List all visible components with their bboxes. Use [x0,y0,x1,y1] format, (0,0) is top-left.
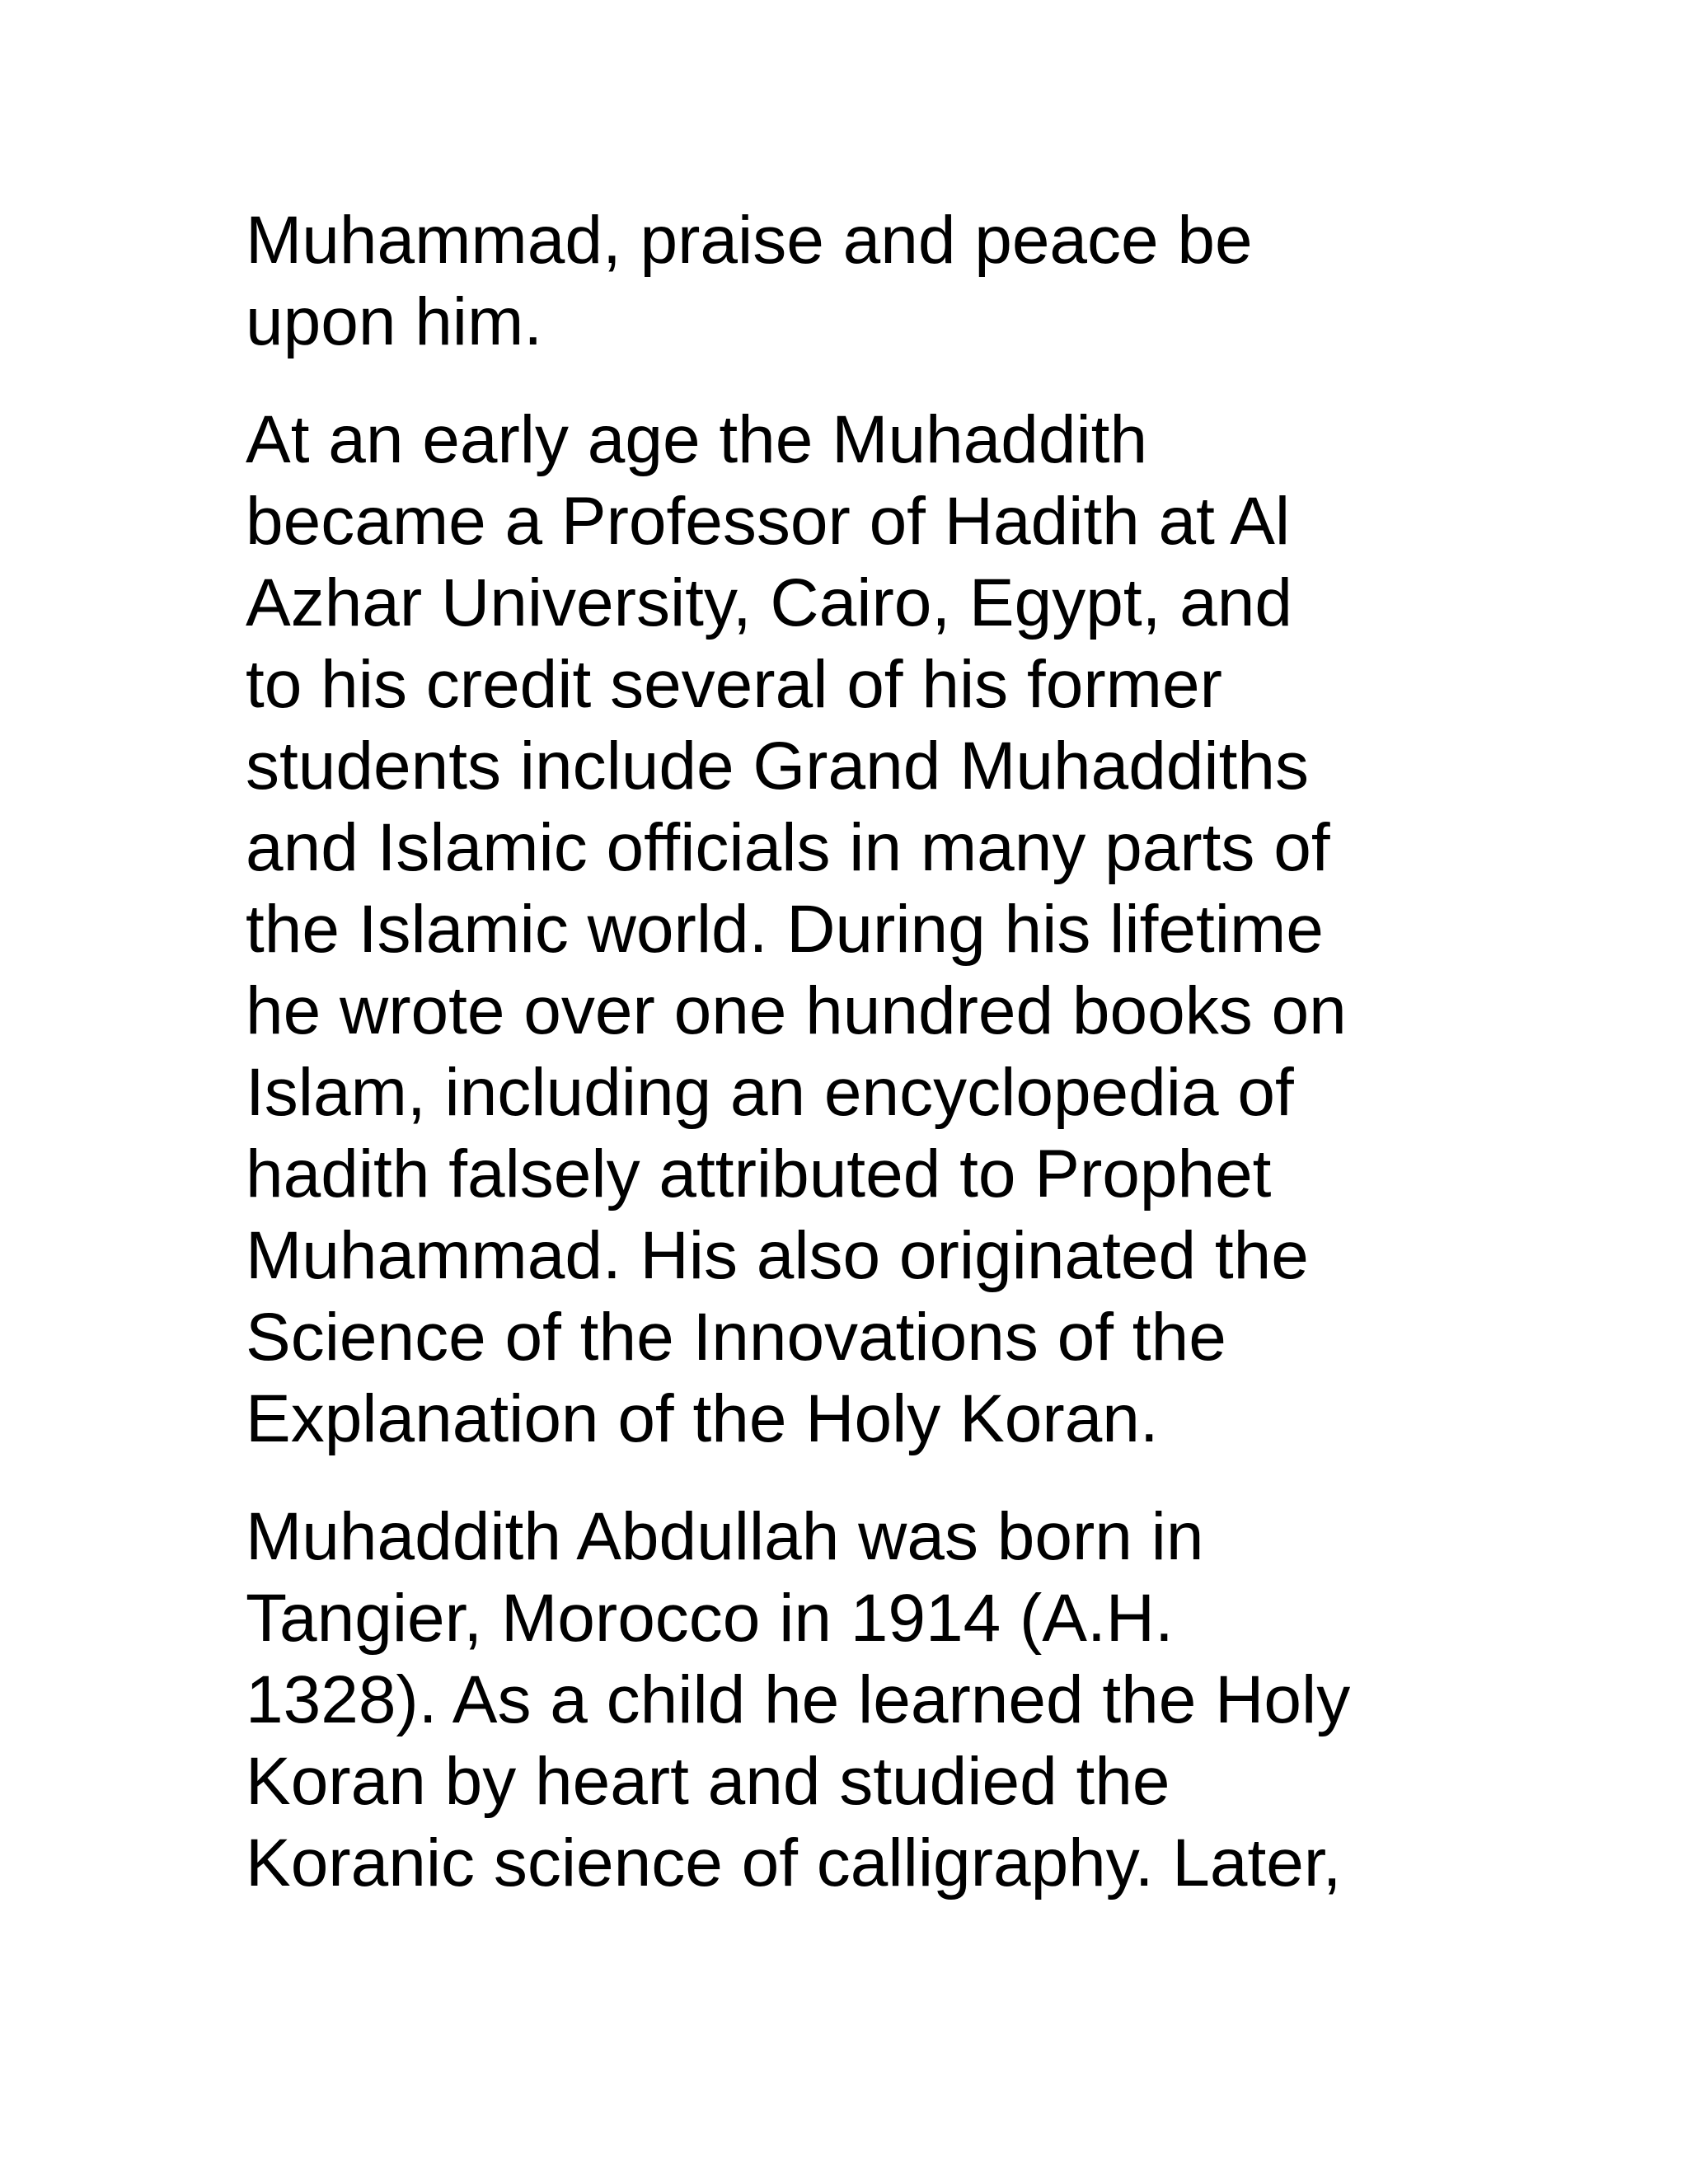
paragraph [246,1496,1449,1904]
body-text [246,199,1449,1904]
text-line: the Islamic world. During his lifetime [246,892,1324,967]
text-line: hadith falsely attributed to Prophet [246,1137,1272,1212]
paragraph [246,199,1449,363]
text-line: Koranic science of calligraphy. Later, [246,1825,1342,1900]
text-line: he wrote over one hundred books on [246,973,1347,1048]
paragraph-spacer [246,1460,1449,1496]
text-line: Azhar University, Cairo, Egypt, and [246,565,1292,640]
text-line: Islam, including an encyclopedia of [246,1055,1294,1130]
paragraph [246,399,1449,1460]
text-line: and Islamic officials in many parts of [246,810,1330,885]
text-line: Muhammad. His also originated the [246,1218,1309,1293]
text-line: became a Professor of Hadith at Al [246,484,1291,559]
text-line: Science of the Innovations of the [246,1300,1226,1375]
text-line: At an early age the Muhaddith [246,402,1148,477]
text-line: Koran by heart and studied the [246,1744,1170,1819]
paragraph-spacer [246,363,1449,399]
text-line: Explanation of the Holy Koran. [246,1381,1159,1456]
text-line: Muhammad, praise and peace be [246,203,1253,278]
text-line: upon him. [246,284,543,359]
text-line: to his credit several of his former [246,647,1222,722]
text-line: 1328). As a child he learned the Holy [246,1662,1351,1737]
text-line: Tangier, Morocco in 1914 (A.H. [246,1581,1174,1656]
text-line: students include Grand Muhaddiths [246,729,1310,804]
text-line: Muhaddith Abdullah was born in [246,1499,1204,1574]
